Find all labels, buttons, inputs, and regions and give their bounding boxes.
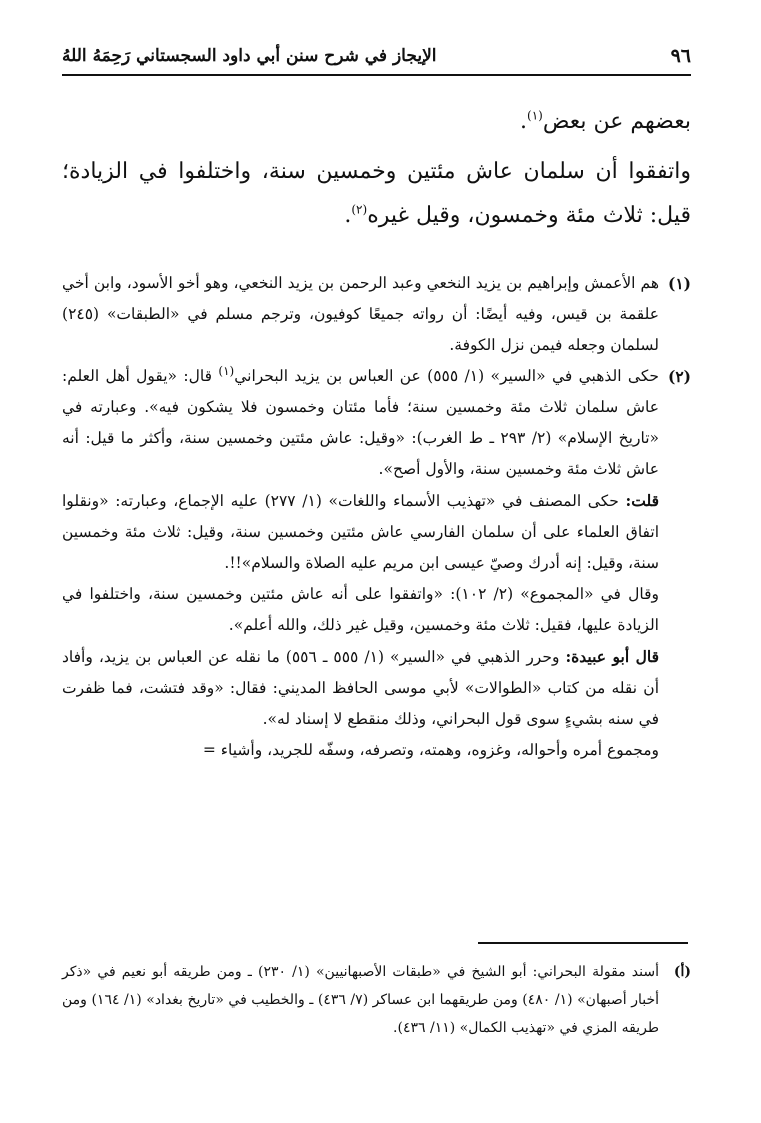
page-header	[62, 38, 691, 76]
footnotes	[62, 268, 691, 766]
footnote-paragraph: ومجموع أمره وأحواله، وغزوه، وهمته، وتصرفه، وسفّه للجريد، وأشياء =	[202, 741, 659, 759]
subnotes	[62, 958, 691, 1042]
footnote-paragraph: قلت: حكى المصنف في «تهذيب الأسماء واللغات» (١/ ٢٧٧) عليه الإجماع، وعبارته: «ونقلوا اتفاق العلماء على أن سلمان الفارسي عاش مئتين وخمسين سنة، وقيل: ثلاث مئة وخمسين سنة، وقيل: إنه أدرك وصيّ عيسى ابن مريم عليه الصلاة والسلام»!!.	[62, 491, 659, 572]
footnote-paragraph: وقال في «المجموع» (٢/ ١٠٢): «واتفقوا على أنه عاش مئتين وخمسين سنة، واختلفوا في الزيادة عليها، فقيل: ثلاث مئة وخمسين، وقيل غير ذلك، والله أعلم».	[62, 585, 659, 634]
footnote-ref-2[interactable]: (٢)	[351, 202, 368, 217]
footnote-number: (١)	[667, 274, 691, 293]
lead-word: قال أبو عبيدة:	[565, 647, 659, 666]
footnote-ref-1[interactable]: (١)	[527, 108, 543, 123]
subnote-divider	[478, 942, 688, 944]
subnote-text: أسند مقولة البحراني: أبو الشيخ في «طبقات الأصبهانيين» (١/ ٢٣٠) ـ ومن طريقه أبو نعيم في «ذكر أخبار أصبهان» (١/ ٤٨٠) ومن طريقهما ابن عساكر (٧/ ٤٣٦) ـ والخطيب في «تاريخ بغداد» (١/ ١٦٤) ومن طريقه المزي في «تهذيب الكمال» (١١/ ٤٣٦).	[62, 964, 659, 1036]
footnote-text: هم الأعمش وإبراهيم بن يزيد النخعي وعبد الرحمن بن يزيد النخعي، وهو أخو الأسود، وابن أخي علقمة بن قيس، وفيه أيضًا: أن رواته جميعًا كوفيون، وترجم مسلم في «الطبقات» (٢٤٥) لسلمان وجعله فيمن نزل الكوفة.	[62, 274, 659, 354]
page-number: ٩٦	[670, 45, 691, 67]
footnote-1	[62, 268, 691, 361]
subnote-ref-a[interactable]: (١)	[218, 363, 235, 378]
footnote-paragraph: حكى الذهبي في «السير» (١/ ٥٥٥) عن العباس بن يزيد البحراني$^{(١)}$ قال: «يقول أهل العلم: عاش سلمان ثلاث مئة وخمسين سنة؛ فأما مئتان وخمسون فلا يشكون فيه». وعبارته في «تاريخ الإسلام» (٢/ ٢٩٣ ـ ط الغرب): «وقيل: عاش مئتين وخمسين سنة، وأكثر ما قيل: أنه عاش ثلاث مئة وخمسين سنة، والأول أصح».	[62, 363, 660, 478]
footnote-number: (٢)	[667, 367, 691, 386]
main-paragraph-1: بعضهم عن بعض$^{(١)}$.	[520, 108, 691, 134]
subnote-a	[62, 958, 691, 1042]
footnote-paragraph: قال أبو عبيدة: وحرر الذهبي في «السير» (١/ ٥٥٥ ـ ٥٥٦) ما نقله عن العباس بن يزيد، وأفاد أن نقله من كتاب «الطوالات» لأبي موسى الحافظ المديني: فقال: «وقد فتشت، فما ظفرت في سنه بشيءٍ سوى قول البحراني، وذلك منقطع لا إسناد له».	[62, 647, 659, 728]
main-text	[62, 100, 691, 238]
footnote-2	[62, 361, 691, 766]
lead-word: قلت:	[625, 491, 659, 510]
main-paragraph-2: واتفقوا أن سلمان عاش مئتين وخمسين سنة، واختلفوا في الزيادة؛ قيل: ثلاث مئة وخمسون، وقيل غيره$^{(٢)}$.	[62, 159, 691, 228]
subnote-number: (أ)	[673, 964, 691, 980]
running-title: الإيجاز في شرح سنن أبي داود السجستاني رَحِمَهُ اللهُ	[62, 46, 437, 66]
